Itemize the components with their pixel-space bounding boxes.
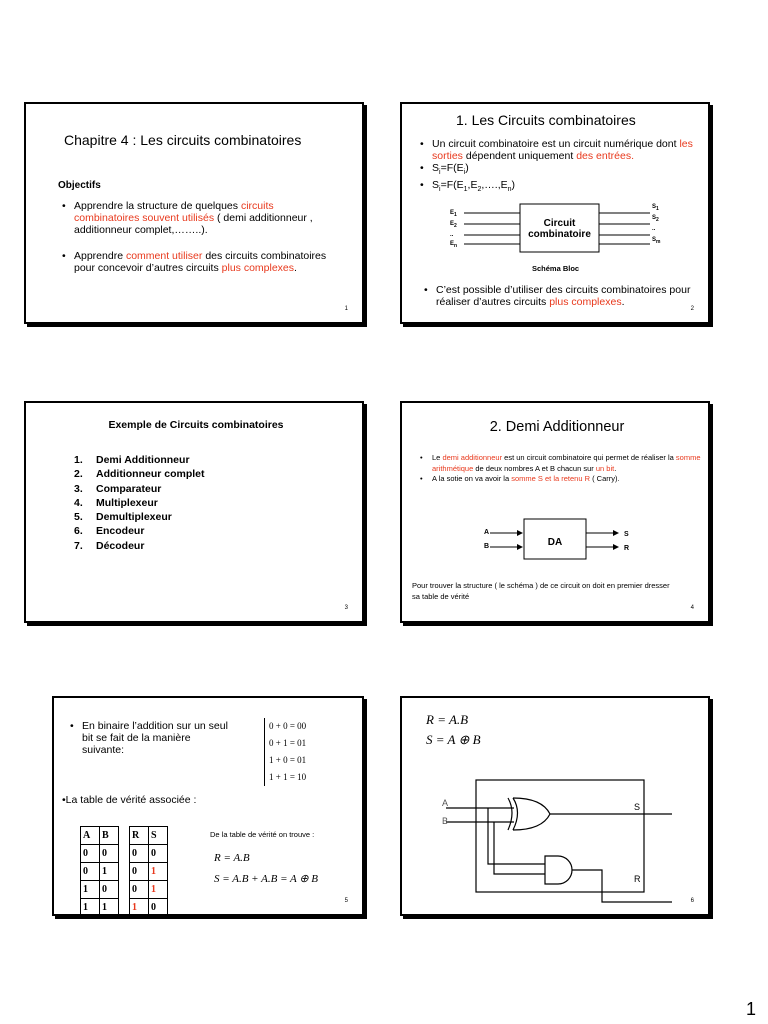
slide-number: 4 <box>690 605 694 611</box>
equation: 1 + 1 = 10 <box>269 772 307 782</box>
list-item: 7. Décodeur <box>74 539 145 552</box>
list-item: 5. Demultiplexeur <box>74 511 172 524</box>
input-label: .. <box>450 232 454 238</box>
list-item: 2. Additionneur complet <box>74 468 205 481</box>
list-item: 1. Demi Additionneur <box>74 454 190 466</box>
slide-5 <box>52 696 364 916</box>
output-s-label: S <box>624 531 629 538</box>
truth-table <box>80 826 168 917</box>
list-item: 3. Comparateur <box>74 482 162 495</box>
slide-number: 6 <box>690 898 694 904</box>
output-r-label: R <box>624 545 630 552</box>
objective-item: • Apprendre comment utiliser des circuits combinatoires pour concevoir d’autres circuits plus complexes. <box>62 250 332 274</box>
slide-number: 3 <box>344 605 348 611</box>
truth-table-label: •La table de vérité associée : <box>62 794 197 806</box>
slide-1 <box>24 102 364 324</box>
objective-item: • Apprendre la structure de quelques circuits combinatoires souvent utilisés ( demi additionneur , additionneur complet,……..). <box>62 200 332 236</box>
page-number: 1 <box>745 999 756 1019</box>
equation: 1 + 0 = 01 <box>269 755 307 765</box>
input-b-label: B <box>484 543 490 550</box>
slide-number: 1 <box>344 306 348 312</box>
table-header: A B R S <box>81 827 168 845</box>
description-item: • Le demi additionneur est un circuit combinatoire qui permet de réaliser la somme arithmétique de deux nombres A et B chacun sur un bit. <box>420 453 702 474</box>
table-row: 0 0 0 0 <box>81 845 168 863</box>
output-label: $S_2$ <box>652 215 659 224</box>
description-list <box>420 453 702 485</box>
slide-2 <box>400 102 710 324</box>
objectifs-heading: Objectifs <box>58 180 101 191</box>
definition-list <box>420 138 702 196</box>
formula-item: • $S_i=F(E_i)$ <box>420 162 702 179</box>
slide-title: Exemple de Circuits combinatoires <box>108 419 284 431</box>
da-diagram <box>482 511 642 561</box>
block-label: DA <box>547 537 563 548</box>
output-s-label: S <box>634 802 641 812</box>
objectives-list <box>62 200 332 274</box>
input-label: $E_2$ <box>450 221 457 230</box>
output-label: .. <box>652 226 656 232</box>
addition-equations <box>264 718 306 786</box>
equation: 0 + 0 = 00 <box>269 721 307 731</box>
block-label: Circuit combinatoire <box>528 218 591 240</box>
slide-4 <box>400 401 710 623</box>
list-item: 6. Encodeur <box>74 525 145 538</box>
formula-s: S = A.B + A.B = A ⊕ B <box>214 873 319 885</box>
circuit-list <box>74 453 205 553</box>
description-item: • A la sotie on va avoir la somme S et la retenu R ( Carry). <box>420 474 702 485</box>
slide-title: 2. Demi Additionneur <box>489 419 625 435</box>
formula-item: • $S_i=F(E_1,E_2,\dots.,E_n)$ <box>420 179 702 196</box>
input-b-label: B <box>442 816 449 826</box>
instruction-paragraph: Pour trouver la structure ( le schéma ) de ce circuit on doit en premier dresser sa table de vérité <box>412 581 670 601</box>
derivation-note: De la table de vérité on trouve : <box>210 830 315 839</box>
input-label: $E_n$ <box>450 241 458 250</box>
input-a-label: A <box>484 529 490 536</box>
text-item: • En binaire l’addition sur un seul bit se fait de la manière suivante: <box>70 720 230 756</box>
half-adder-circuit <box>440 774 690 914</box>
slide-3 <box>24 401 364 623</box>
list-item: 4. Multiplexeur <box>74 496 158 509</box>
diagram-caption: Schéma Bloc <box>532 264 580 273</box>
output-label: $S_1$ <box>652 204 659 213</box>
output-r-label: R <box>634 874 641 884</box>
table-row: 1 1 1 0 <box>81 899 168 917</box>
note-item: • C’est possible d’utiliser des circuits combinatoires pour réaliser d’autres circuits plus complexes. <box>424 284 704 308</box>
input-label: $E_1$ <box>450 210 457 219</box>
slide-number: 2 <box>690 306 694 312</box>
note-list <box>424 284 704 308</box>
formula-r: R = A.B <box>426 712 469 727</box>
table-row: 0 1 0 1 <box>81 863 168 881</box>
binary-addition-text <box>70 720 230 756</box>
equation: 0 + 1 = 01 <box>269 738 307 748</box>
table-row: 1 0 0 1 <box>81 881 168 899</box>
formula-s: S = A ⊕ B <box>426 732 481 747</box>
input-a-label: A <box>442 798 449 808</box>
slide-number: 5 <box>344 898 348 904</box>
slide-title: 1. Les Circuits combinatoires <box>456 112 636 128</box>
slide-6 <box>400 696 710 916</box>
slide-title: Chapitre 4 : Les circuits combinatoires <box>64 132 302 148</box>
definition-item: • Un circuit combinatoire est un circuit numérique dont les sorties dépendent uniquement des entrées. <box>420 138 702 162</box>
formula-r: R = A.B <box>214 852 250 864</box>
output-label: $S_m$ <box>652 237 661 246</box>
